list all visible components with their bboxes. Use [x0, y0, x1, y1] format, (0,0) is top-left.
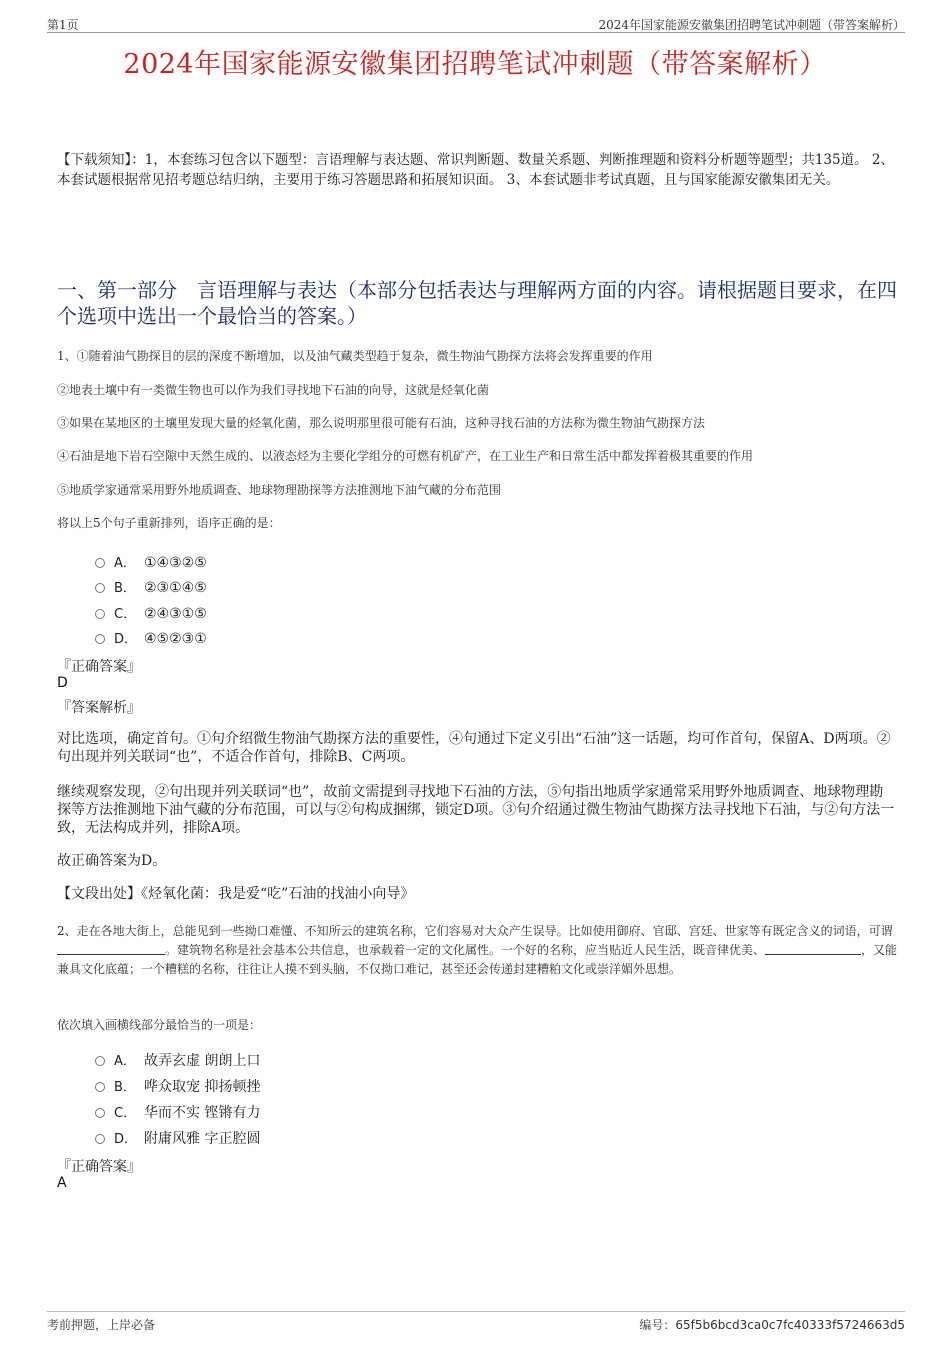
q2-answer-label: 『正确答案』: [57, 1159, 141, 1175]
q1-source: 【文段出处】《烃氧化菌：我是爱“吃”石油的找油小向导》: [57, 886, 415, 902]
radio-icon[interactable]: [95, 583, 105, 593]
q1-sentence-3: ③如果在某地区的土壤里发现大量的烃氧化菌，那么说明那里很可能有石油，这种寻找石油的方法称为微生物油气勘探方法: [57, 416, 706, 430]
q2-option-a[interactable]: A． 故弄玄虚 朗朗上口: [95, 1050, 260, 1070]
q1-sentence-1: 1、①随着油气勘探目的层的深度不断增加，以及油气藏类型趋于复杂，微生物油气勘探方法将会发挥重要的作用: [57, 349, 653, 363]
q1-option-a[interactable]: A． ①④③②⑤: [95, 552, 207, 571]
download-notice: 【下载须知】：1，本套练习包含以下题型：言语理解与表达题、常识判断题、数量关系题、判断推理题和资料分析题等题型；共135道。 2、本套试题根据常见招考题总结归纳，主要用于练习答题思路和拓展知识面。 3、本套试题非考试真题，且与国家能源安徽集团无关。: [57, 152, 894, 188]
radio-icon[interactable]: [95, 1082, 105, 1092]
q1-analysis-p2: 继续观察发现，②句出现并列关联词“也”，故前文需提到寻找地下石油的方法，⑤句指出地质学家通常采用野外地质调查、地球物理勘探等方法推测地下油气藏的分布范围，可以与②句构成捆绑，锁定D项。③句介绍通过微生物油气勘探方法寻找地下石油，与②句方法一致，无法构成并列，排除A项。: [57, 784, 895, 836]
page-footer: [47, 1311, 905, 1334]
q1-analysis-label: 『答案解析』: [57, 700, 141, 716]
header-doc-title: 2024年国家能源安徽集团招聘笔试冲刺题（带答案解析）: [598, 18, 905, 32]
q1-sentence-2: ②地表土壤中有一类微生物也可以作为我们寻找地下石油的向导，这就是烃氧化菌: [57, 383, 490, 397]
q1-analysis-p3: 故正确答案为D。: [57, 853, 167, 869]
q1-sentence-5: ⑤地质学家通常采用野外地质调查、地球物理勘探等方法推测地下油气藏的分布范围: [57, 483, 502, 497]
q2-blank-2: [765, 942, 861, 955]
q2-prompt: 依次填入画横线部分最恰当的一项是：: [57, 1018, 262, 1032]
section-heading: 一、第一部分 言语理解与表达（本部分包括表达与理解两方面的内容。请根据题目要求，在四个选项中选出一个最恰当的答案。）: [57, 278, 897, 328]
q1-option-c[interactable]: C． ②④③①⑤: [95, 603, 207, 622]
footer-slogan: 考前押题，上岸必备: [47, 1318, 156, 1332]
q1-prompt: 将以上5个句子重新排列，语序正确的是：: [57, 516, 281, 530]
q2-answer: A: [57, 1175, 67, 1191]
q2-option-d[interactable]: D． 附庸风雅 字正腔圆: [95, 1128, 260, 1148]
radio-icon[interactable]: [95, 1134, 105, 1144]
q2-stem: 2、走在各地大街上，总能见到一些拗口难懂、不知所云的建筑名称，它们容易对大众产生误导。比如使用御府、官邸、宫廷、世家等有既定含义的词语，可谓。建筑物名称是社会基本公共信息，也承载着一定的文化属性。一个好的名称，应当贴近人民生活，既音律优美、 ，又能兼具文化底蕴；一个糟糕的名称，往往让人摸不到头脑，不仅拗口难记，甚至还会传递封建糟粕文化或崇洋媚外思想。: [57, 924, 898, 976]
page-header: [47, 14, 905, 33]
radio-icon[interactable]: [95, 1108, 105, 1118]
q1-option-b[interactable]: B． ②③①④⑤: [95, 577, 207, 596]
q2-blank-1: [57, 942, 165, 955]
page-title: 2024年国家能源安徽集团招聘笔试冲刺题（带答案解析）: [123, 49, 827, 80]
q1-option-d[interactable]: D． ④⑤②③①: [95, 628, 207, 647]
footer-code: 编号：65f5b6bcd3ca0c7fc40333f5724663d5: [639, 1318, 905, 1332]
radio-icon[interactable]: [95, 558, 105, 568]
q1-sentence-4: ④石油是地下岩石空隙中天然生成的、以液态烃为主要化学组分的可燃有机矿产，在工业生产和日常生活中都发挥着极其重要的作用: [57, 449, 754, 463]
radio-icon[interactable]: [95, 634, 105, 644]
page-number: 第1页: [47, 18, 79, 32]
q2-option-c[interactable]: C． 华而不实 铿锵有力: [95, 1102, 260, 1122]
radio-icon[interactable]: [95, 1056, 105, 1066]
q2-option-b[interactable]: B． 哗众取宠 抑扬顿挫: [95, 1076, 260, 1096]
q1-analysis-p1: 对比选项，确定首句。①句介绍微生物油气勘探方法的重要性，④句通过下定义引出“石油”这一话题，均可作首句，保留A、D两项。②句出现并列关联词“也”，不适合作首句，排除B、C两项。: [57, 731, 891, 765]
q1-answer: D: [57, 675, 68, 691]
radio-icon[interactable]: [95, 609, 105, 619]
q1-answer-label: 『正确答案』: [57, 659, 141, 675]
